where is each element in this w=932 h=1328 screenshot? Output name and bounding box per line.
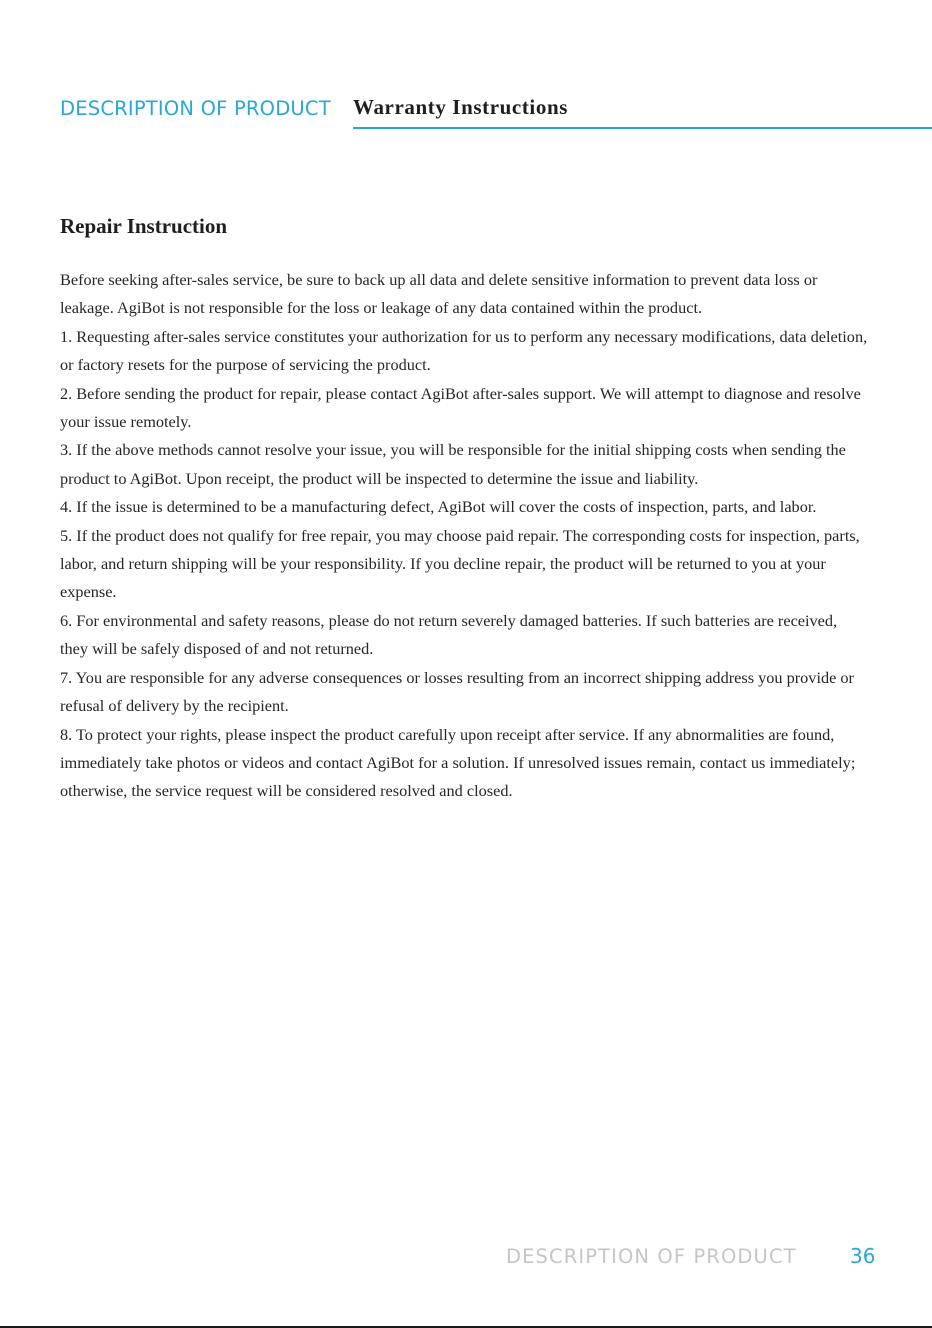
header-title: Warranty Instructions bbox=[353, 95, 569, 119]
section-heading: Repair Instruction bbox=[60, 214, 228, 238]
list-item: 2. Before sending the product for repair, please contact AgiBot after-sales support. We will attempt to diagnose and resolve your issue remotely. bbox=[60, 383, 861, 432]
list-item: 5. If the product does not qualify for free repair, you may choose paid repair. The corresponding costs for inspection, parts, labor, and return shipping will be your responsibility. If you decline repair, the product will be returned to you at your expense. bbox=[60, 525, 860, 602]
page-number: 36 bbox=[850, 1244, 876, 1268]
header-divider bbox=[353, 127, 932, 129]
list-item: 4. If the issue is determined to be a manufacturing defect, AgiBot will cover the costs of inspection, parts, and labor. bbox=[60, 497, 817, 517]
list-item: 1. Requesting after-sales service constitutes your authorization for us to perform any necessary modifications, data deletion, or factory resets for the purpose of servicing the product. bbox=[60, 326, 868, 375]
list-item: 3. If the above methods cannot resolve your issue, you will be responsible for the initial shipping costs when sending the product to AgiBot. Upon receipt, the product will be inspected to determine the issue and liability. bbox=[60, 440, 846, 488]
list-item: 7. You are responsible for any adverse consequences or losses resulting from an incorrect shipping address you provide or refusal of delivery by the recipient. bbox=[60, 667, 854, 716]
footer-section-label: DESCRIPTION OF PRODUCT bbox=[506, 1245, 797, 1268]
body-text bbox=[60, 266, 868, 806]
list-item: 6. For environmental and safety reasons, please do not return severely damaged batteries. If such batteries are received, they will be safely disposed of and not returned. bbox=[60, 610, 838, 659]
header-section-label: DESCRIPTION OF PRODUCT bbox=[60, 97, 331, 120]
intro-paragraph: Before seeking after-sales service, be sure to back up all data and delete sensitive information to prevent data loss or leakage. AgiBot is not responsible for the loss or leakage of any data contained within the product. bbox=[60, 270, 818, 318]
list-item: 8. To protect your rights, please inspect the product carefully upon receipt after service. If any abnormalities are found, immediately take photos or videos and contact AgiBot for a solution. If unresolved issues remain, contact us immediately; otherwise, the service request will be considered resolved and closed. bbox=[60, 724, 856, 801]
